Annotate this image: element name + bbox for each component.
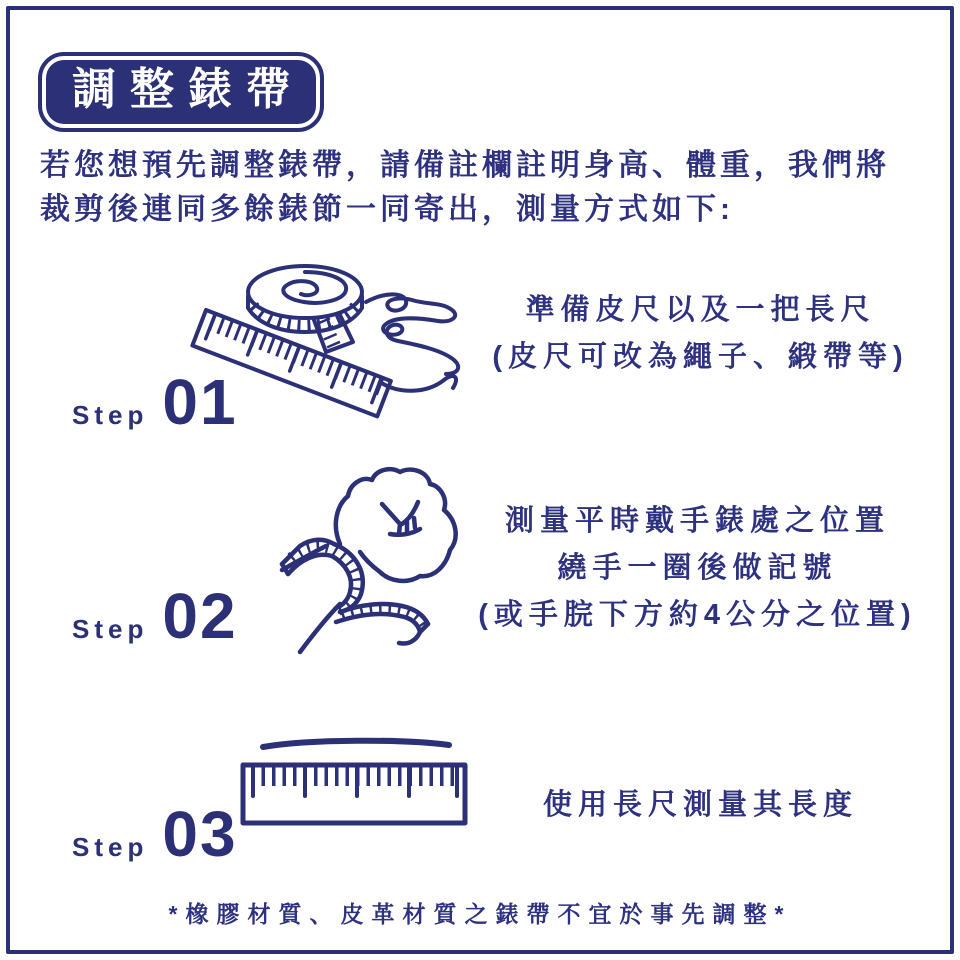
- title-badge-fill: [46, 60, 316, 124]
- fist-icon: [336, 469, 456, 581]
- intro-line-2: 裁剪後連同多餘錶節一同寄出，測量方式如下:: [40, 193, 734, 226]
- ruler-measuring-string-illustration: [237, 735, 472, 830]
- step-3-word: Step: [72, 832, 149, 862]
- intro-line-1: 若您想預先調整錶帶，請備註欄註明身高、體重，我們將: [40, 149, 890, 182]
- step-3-label: [72, 798, 238, 870]
- fist-with-tape-measure-around-wrist-illustration: [278, 452, 473, 657]
- step-2-line-3: (或手脘下方約4公分之位置): [478, 599, 917, 631]
- step-1-label: [72, 366, 238, 438]
- step-2-description: [455, 498, 940, 639]
- step-2-label: [72, 580, 238, 652]
- step-1-line-1: 準備皮尺以及一把長尺: [525, 294, 876, 326]
- title-badge: [38, 52, 324, 132]
- step-3-line-1: 使用長尺測量其長度: [542, 789, 858, 821]
- footer-disclaimer: *橡膠材質、皮革材質之錶帶不宜於事先調整*: [168, 901, 792, 927]
- step-1-word: Step: [72, 400, 149, 430]
- step-2-word: Step: [72, 614, 149, 644]
- step-1-number: 01: [162, 366, 238, 438]
- step-3-number: 03: [162, 798, 238, 870]
- step-2-number: 02: [162, 580, 238, 652]
- long-ruler-icon: [243, 765, 465, 823]
- step-1-description: [468, 287, 933, 381]
- intro-paragraph: [40, 144, 935, 232]
- step-3-description: [468, 782, 933, 829]
- string-icon: [263, 741, 449, 747]
- step-2-line-2: 繞手一圈後做記號: [557, 552, 838, 584]
- page-title: 調整錶帶: [72, 65, 304, 114]
- step-3-drawing: [237, 735, 472, 830]
- step-1-line-2: (皮尺可改為繩子、緞帶等): [492, 341, 909, 373]
- step-2-line-1: 測量平時戴手錶處之位置: [504, 505, 890, 537]
- forearm-icon: [282, 546, 340, 652]
- step-2-drawing: [278, 452, 473, 657]
